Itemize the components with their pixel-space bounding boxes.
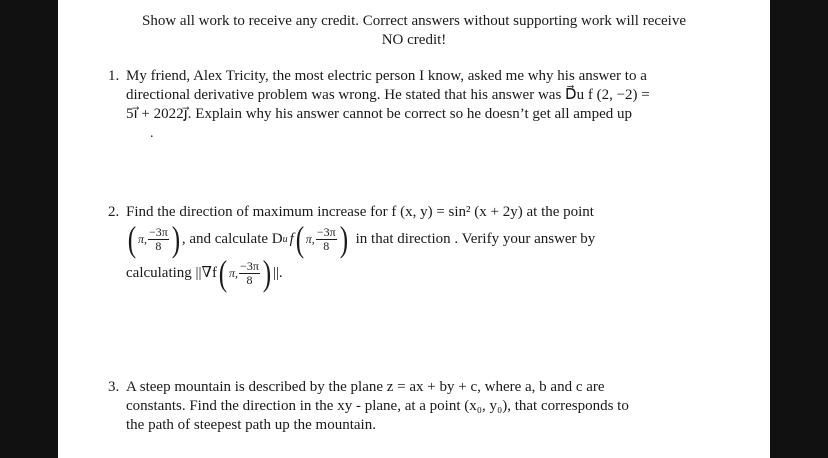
right-paren-3: ) bbox=[262, 253, 272, 293]
left-paren: ( bbox=[127, 219, 137, 259]
problem-1-line-3: 5ı⃗ + 2022ȷ⃗. Explain why his answer cannot be correct so he doesn’t get all amped up bbox=[126, 106, 632, 122]
fraction-numerator-3: −3π bbox=[240, 258, 259, 273]
problem-1-number: 1. bbox=[108, 68, 120, 84]
problem-3-number: 3. bbox=[108, 379, 120, 395]
right-paren: ) bbox=[171, 219, 181, 259]
problem-2-number: 2. bbox=[108, 204, 120, 220]
point-y-fraction-2 bbox=[316, 226, 337, 253]
problem-3-line-1: A steep mountain is described by the plane z = ax + by + c, where a, b and c are bbox=[126, 379, 605, 395]
point-x-2: π, bbox=[305, 231, 315, 246]
fraction-denominator: 8 bbox=[155, 238, 162, 253]
problem-2-line-1: Find the direction of maximum increase for f (x, y) = sin² (x + 2y) at the point bbox=[126, 204, 594, 220]
norm-end: ||. bbox=[272, 264, 283, 281]
problem-3-line-2: constants. Find the direction in the xy - plane, at a point (x₀, y₀), that corresponds to bbox=[126, 398, 629, 414]
instructions bbox=[58, 12, 770, 50]
point-y-fraction bbox=[148, 226, 169, 253]
problem-2-line-2 bbox=[126, 219, 720, 259]
f-symbol: f bbox=[289, 230, 294, 247]
problem-1 bbox=[108, 67, 720, 124]
stray-dot: . bbox=[150, 126, 154, 141]
calc-text: , and calculate D bbox=[181, 230, 283, 247]
fraction-denominator-2: 8 bbox=[323, 238, 330, 253]
left-paren-2: ( bbox=[295, 219, 304, 259]
fraction-numerator-2: −3π bbox=[316, 224, 336, 239]
direction-text: in that direction . Verify your answer by bbox=[355, 230, 596, 247]
point-x-3: π, bbox=[229, 265, 239, 280]
subscript-u: u bbox=[282, 233, 288, 245]
worksheet-page bbox=[58, 0, 770, 458]
problem-1-line-1: My friend, Alex Tricity, the most electric person I know, asked me why his answer to a bbox=[126, 68, 647, 84]
left-paren-3: ( bbox=[218, 253, 228, 293]
problem-3 bbox=[108, 378, 720, 435]
problem-1-line-2: directional derivative problem was wrong. He stated that his answer was D⃗u f (2, −2) = bbox=[126, 87, 650, 103]
point-x: π, bbox=[138, 231, 148, 246]
fraction-denominator-3: 8 bbox=[246, 272, 253, 287]
problem-2 bbox=[108, 203, 720, 293]
gradient-text: calculating ||∇f bbox=[126, 264, 218, 281]
instructions-line-1: Show all work to receive any credit. Correct answers without supporting work will receive bbox=[141, 13, 686, 29]
point-y-fraction-3 bbox=[239, 260, 260, 287]
fraction-numerator: −3π bbox=[149, 224, 168, 239]
right-paren-2: ) bbox=[339, 219, 348, 259]
instructions-line-2: NO credit! bbox=[381, 32, 447, 48]
problem-2-line-3 bbox=[126, 253, 720, 293]
problem-3-line-3: the path of steepest path up the mountain. bbox=[126, 417, 376, 433]
